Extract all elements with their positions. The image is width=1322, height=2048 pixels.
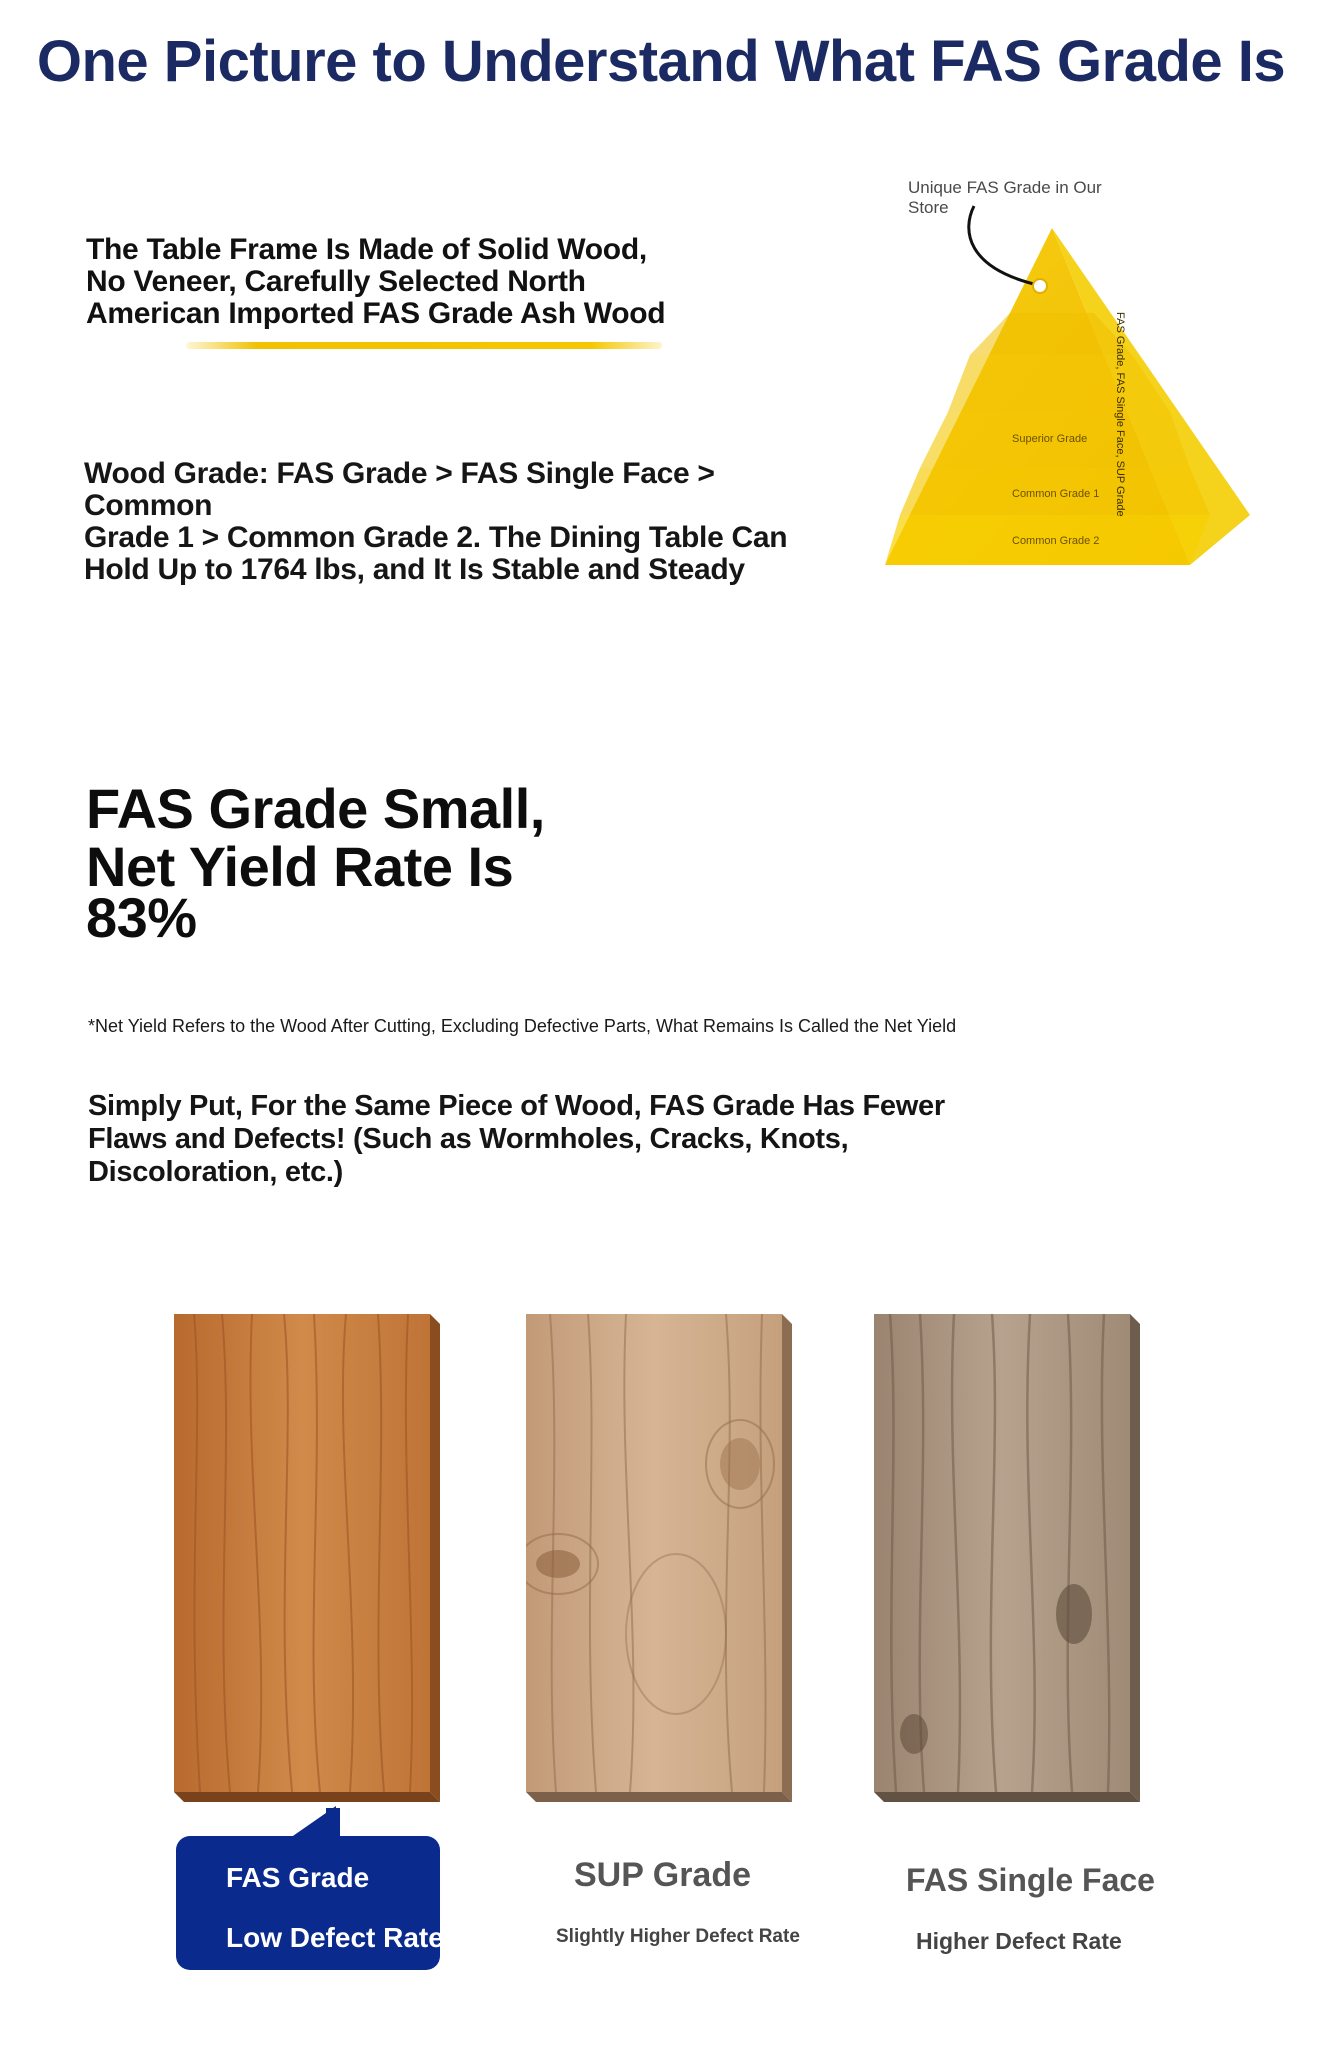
sup-grade-title: SUP Grade — [574, 1856, 752, 1894]
pyramid-level-common-1: Common Grade 1 — [1012, 488, 1100, 500]
simply-put-text — [88, 1090, 988, 1189]
sup-grade-board — [526, 1314, 792, 1802]
intro-line-2: No Veneer, Carefully Selected North — [86, 265, 586, 298]
grade-pyramid — [870, 170, 1260, 580]
net-yield-heading — [86, 777, 726, 949]
fas-single-face-board — [874, 1314, 1140, 1802]
grade-order-line-1: Wood Grade: FAS Grade > FAS Single Face > Common — [84, 457, 715, 522]
intro-line-3: American Imported FAS Grade Ash Wood — [86, 297, 666, 330]
simply-line-1: Simply Put, For the Same Piece of Wood, FAS Grade Has Fewer — [88, 1090, 945, 1122]
fas-grade-subtitle: Low Defect Rate — [226, 1922, 444, 1953]
net-yield-line-2: Net Yield Rate Is — [86, 835, 514, 898]
pointer-dot — [1033, 279, 1047, 293]
net-yield-value: 83% — [86, 886, 197, 949]
grade-order-line-3: Hold Up to 1764 lbs, and It Is Stable and Steady — [84, 553, 745, 586]
simply-line-2: Flaws and Defects! (Such as Wormholes, Cracks, Knots, — [88, 1123, 849, 1155]
sup-grade-subtitle: Slightly Higher Defect Rate — [556, 1926, 800, 1947]
net-yield-line-1: FAS Grade Small, — [86, 777, 545, 840]
net-yield-footnote: *Net Yield Refers to the Wood After Cutting, Excluding Defective Parts, What Remains Is Called the Net Yield — [88, 1016, 957, 1036]
grade-order-text — [84, 458, 824, 586]
pyramid-note: Unique FAS Grade in Our Store — [908, 178, 1102, 217]
highlight-underline — [186, 342, 662, 349]
pyramid-level-common-2: Common Grade 2 — [1012, 535, 1100, 547]
grade-order-line-2: Grade 1 > Common Grade 2. The Dining Table Can — [84, 521, 788, 554]
fas-grade-board — [174, 1314, 440, 1802]
pyramid-vertical-label: FAS Grade, FAS Single Face, SUP Grade — [1114, 312, 1126, 517]
intro-text — [86, 234, 686, 330]
simply-line-3: Discoloration, etc.) — [88, 1156, 344, 1188]
fas-single-face-title: FAS Single Face — [906, 1862, 1155, 1898]
pyramid-level-superior: Superior Grade — [1012, 433, 1088, 445]
intro-line-1: The Table Frame Is Made of Solid Wood, — [86, 233, 647, 266]
pyramid-tier-2 — [948, 355, 1170, 412]
page-title: One Picture to Understand What FAS Grade Is — [36, 29, 1286, 94]
fas-grade-title: FAS Grade — [226, 1862, 370, 1893]
fas-single-face-subtitle: Higher Defect Rate — [916, 1928, 1122, 1954]
